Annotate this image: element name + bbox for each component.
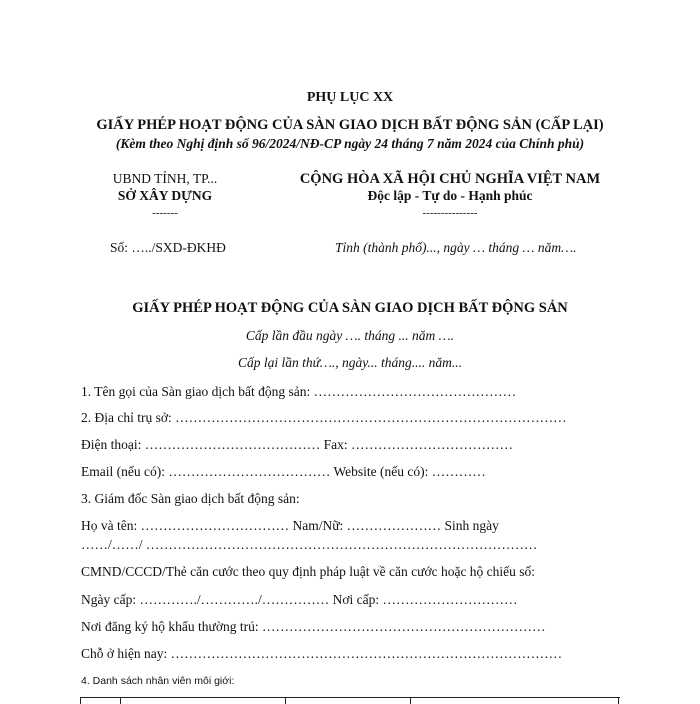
id-number-field: CMND/CCCD/Thẻ căn cước theo quy định pháp luật về căn cước hoặc hộ chiếu số: xyxy=(81,564,536,579)
broker-table-top xyxy=(80,697,620,704)
address-field: 2. Địa chỉ trụ sở: …………………………………………………………………………… xyxy=(81,410,567,425)
reissue-date: Cấp lại lần thứ…., ngày... tháng.... năm... xyxy=(237,355,463,370)
table-column-line xyxy=(120,698,121,704)
issue-date-place-field: Ngày cấp: …………./…………./…………… Nơi cấp: ………………………… xyxy=(81,592,518,607)
director-heading: 3. Giám đốc Sàn giao dịch bất động sản: xyxy=(81,491,300,506)
fullname-field: Họ và tên: …………………………… Nam/Nữ: ………………… Sinh ngày xyxy=(81,518,499,533)
current-residence-field: Chỗ ở hiện nay: …………………………………………………………………………… xyxy=(81,646,563,661)
issuer-authority: UBND TỈNH, TP... xyxy=(112,171,218,186)
table-column-line xyxy=(80,698,81,704)
exchange-name-field: 1. Tên gọi của Sàn giao dịch bất động sản: ……………………………………… xyxy=(81,384,517,399)
document-number: Số: …../SXD-ĐKHĐ xyxy=(110,240,226,255)
national-title: CỘNG HÒA XÃ HỘI CHỦ NGHĨA VIỆT NAM xyxy=(299,171,601,187)
broker-list-heading: 4. Danh sách nhân viên môi giới: xyxy=(81,675,235,687)
issuer-department: SỞ XÂY DỰNG xyxy=(117,188,213,203)
appendix-label: PHỤ LỤC XX xyxy=(306,90,394,105)
birthdate-field: ……/……/ …………………………………………………………………………… xyxy=(81,537,538,552)
table-column-line xyxy=(410,698,411,704)
national-divider: --------------- xyxy=(422,207,478,219)
table-column-line xyxy=(285,698,286,704)
place-and-date: Tỉnh (thành phố)..., ngày … tháng … năm…. xyxy=(335,240,577,255)
email-website-field: Email (nếu có): ……………………………… Website (nếu có): ………… xyxy=(81,464,486,479)
document-title: GIẤY PHÉP HOẠT ĐỘNG CỦA SÀN GIAO DỊCH BẤT ĐỘNG SẢN (CẤP LẠI) xyxy=(96,117,604,133)
first-issue-date: Cấp lần đầu ngày …. tháng ... năm …. xyxy=(245,328,455,343)
national-motto: Độc lập - Tự do - Hạnh phúc xyxy=(367,188,533,203)
license-title: GIẤY PHÉP HOẠT ĐỘNG CỦA SÀN GIAO DỊCH BẤT ĐỘNG SẢN xyxy=(132,300,568,316)
issuer-divider: ------- xyxy=(152,207,178,219)
table-column-line xyxy=(618,698,619,704)
registered-residence-field: Nơi đăng ký hộ khẩu thường trú: ……………………………………………………… xyxy=(81,619,546,634)
document-subtitle: (Kèm theo Nghị định số 96/2024/NĐ-CP ngày 24 tháng 7 năm 2024 của Chính phủ) xyxy=(115,136,585,151)
phone-fax-field: Điện thoại: ………………………………… Fax: ……………………………… xyxy=(81,437,513,452)
